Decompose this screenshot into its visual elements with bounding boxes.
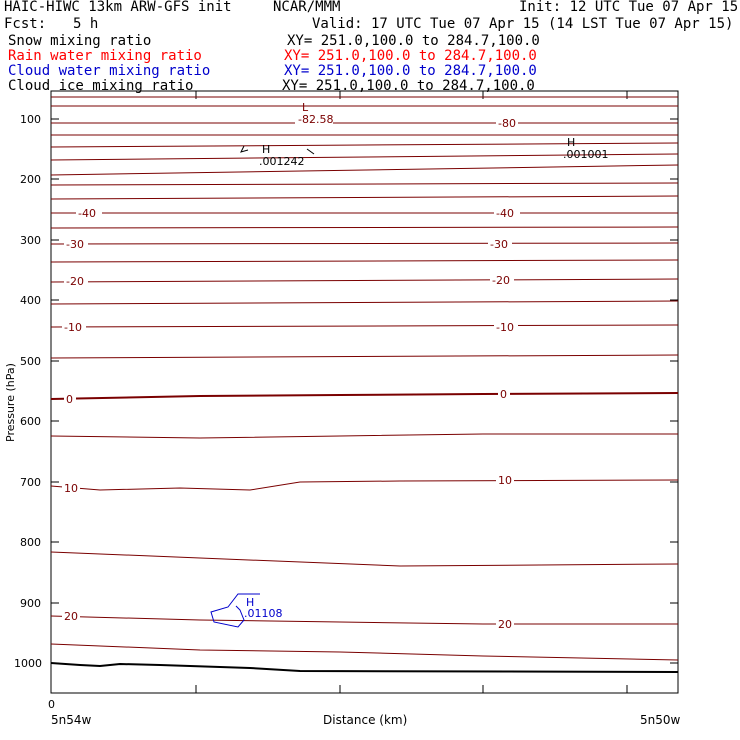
field-xy-snow: XY= 251.0,100.0 to 284.7,100.0 bbox=[287, 33, 540, 49]
contour-labels bbox=[62, 113, 520, 631]
field-label-snow: Snow mixing ratio bbox=[8, 33, 152, 49]
contour-label: -40 bbox=[496, 207, 514, 220]
contour-label: -10 bbox=[64, 321, 82, 334]
y-tick-label: 400 bbox=[20, 294, 41, 307]
org-label: NCAR/MMM bbox=[273, 0, 341, 15]
x-right-location: 5n50w bbox=[640, 713, 681, 727]
high-value: .001242 bbox=[259, 155, 305, 168]
contour-label: -30 bbox=[66, 238, 84, 251]
cloud-water-high-marker: H bbox=[246, 596, 255, 609]
y-tick-label: 800 bbox=[20, 536, 41, 549]
low-marker: L bbox=[302, 101, 309, 114]
high-value: .001001 bbox=[563, 148, 609, 161]
y-tick-label: 100 bbox=[20, 113, 41, 126]
y-tick-label: 900 bbox=[20, 597, 41, 610]
contour-label: 10 bbox=[498, 474, 512, 487]
field-label-cloud-water: Cloud water mixing ratio bbox=[8, 63, 211, 79]
y-tick-label: 1000 bbox=[14, 657, 42, 670]
field-xy-cloud-water: XY= 251.0,100.0 to 284.7,100.0 bbox=[284, 63, 537, 79]
contour-label: -80 bbox=[498, 117, 516, 130]
high-marker: H bbox=[567, 136, 576, 149]
contour-label: -20 bbox=[66, 275, 84, 288]
high-marker: H bbox=[262, 143, 271, 156]
isotherm-contours bbox=[51, 97, 678, 660]
field-label-cloud-ice: Cloud ice mixing ratio bbox=[8, 78, 194, 94]
contour-label: -40 bbox=[78, 207, 96, 220]
contour-label: -20 bbox=[492, 274, 510, 287]
contour-label: 0 bbox=[66, 393, 73, 406]
contour-label: 0 bbox=[500, 388, 507, 401]
init-time: Init: 12 UTC Tue 07 Apr 15 bbox=[519, 0, 739, 15]
forecast-hours: 5 h bbox=[73, 16, 99, 32]
contour-label: -10 bbox=[496, 321, 514, 334]
contour-label: 20 bbox=[498, 618, 512, 631]
y-axis-label: Pressure (hPa) bbox=[4, 363, 17, 442]
valid-time: Valid: 17 UTC Tue 07 Apr 15 (14 LST Tue 07 Apr 15) bbox=[312, 16, 734, 32]
y-tick-label: 700 bbox=[20, 476, 41, 489]
field-label-rain: Rain water mixing ratio bbox=[8, 48, 202, 64]
field-xy-rain: XY= 251.0,100.0 to 284.7,100.0 bbox=[284, 48, 537, 64]
plot-frame bbox=[51, 91, 678, 693]
y-tick-label: 200 bbox=[20, 173, 41, 186]
cloud-water-high-value: .01108 bbox=[244, 607, 283, 620]
contour-label: -30 bbox=[490, 238, 508, 251]
y-tick-label: 600 bbox=[20, 415, 41, 428]
extrema-markers bbox=[211, 101, 609, 627]
forecast-label: Fcst: bbox=[4, 16, 47, 32]
field-xy-cloud-ice: XY= 251.0,100.0 to 284.7,100.0 bbox=[282, 78, 535, 94]
ground-surface bbox=[51, 663, 678, 672]
x-axis bbox=[48, 91, 681, 727]
contour-label: 20 bbox=[64, 610, 78, 623]
y-tick-label: 300 bbox=[20, 234, 41, 247]
contour-label: 10 bbox=[64, 482, 78, 495]
x-axis-label: Distance (km) bbox=[323, 713, 408, 727]
y-tick-label: 500 bbox=[20, 355, 41, 368]
x-left-location: 5n54w bbox=[51, 713, 92, 727]
model-title: HAIC-HIWC 13km ARW-GFS init bbox=[4, 0, 232, 15]
x-tick-label: 0 bbox=[48, 698, 55, 711]
contour-label: -82.58 bbox=[298, 113, 334, 126]
